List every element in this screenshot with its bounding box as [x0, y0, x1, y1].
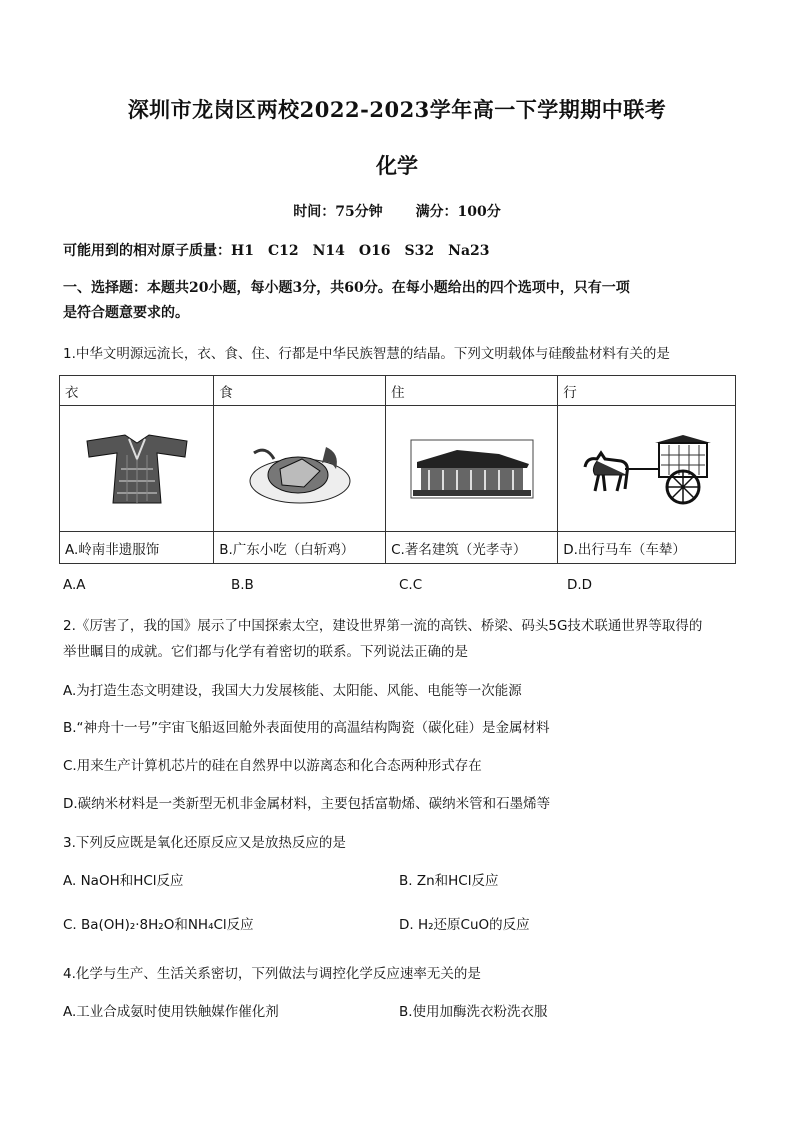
subject-title: 化学 [376, 153, 418, 178]
q2-option-c: C.用来生产计算机芯片的硅在自然界中以游离态和化合态两种形式存在 [63, 758, 482, 774]
header-cell-food: 食 [214, 376, 386, 406]
header-cell-travel: 行 [558, 376, 736, 406]
header-cell-housing: 住 [386, 376, 558, 406]
q4-option-b: B.使用加酶洗衣粉洗衣服 [399, 1004, 548, 1020]
robe-icon [77, 429, 197, 509]
caption-d: D.出行马车（车辇） [558, 532, 736, 564]
exam-title: 深圳市龙岗区两校2022-2023学年高一下学期期中联考 [127, 97, 667, 122]
q4-stem: 4.化学与生产、生活关系密切，下列做法与调控化学反应速率无关的是 [63, 966, 481, 982]
q2-stem-line1: 2.《厉害了，我的国》展示了中国探索太空，建设世界第一流的高铁、桥梁、码头5G技术联通世界等取得的 [63, 618, 703, 634]
q1-stem: 1.中华文明源远流长，衣、食、住、行都是中华民族智慧的结晶。下列文明载体与硅酸盐材料有关的是 [63, 346, 670, 362]
q1-option-a: A.A [63, 577, 86, 593]
caption-c: C.著名建筑（光孝寺） [386, 532, 558, 564]
q2-option-d: D.碳纳米材料是一类新型无机非金属材料，主要包括富勒烯、碳纳米管和石墨烯等 [63, 796, 551, 812]
q2-stem-line2: 举世瞩目的成就。它们都与化学有着密切的联系。下列说法正确的是 [63, 644, 468, 660]
q1-option-c: C.C [399, 577, 423, 593]
q3-option-b: B. Zn和HCl反应 [399, 873, 499, 889]
q2-option-a: A.为打造生态文明建设，我国大力发展核能、太阳能、风能、电能等一次能源 [63, 683, 522, 699]
q4-option-a: A.工业合成氨时使用铁触媒作催化剂 [63, 1004, 279, 1020]
q1-option-d: D.D [567, 577, 593, 593]
q3-option-d: D. H₂还原CuO的反应 [399, 917, 530, 933]
full-score: 满分：100分 [415, 204, 501, 220]
time-limit: 时间：75分钟 [293, 204, 383, 220]
q3-option-a: A. NaOH和HCl反应 [63, 873, 184, 889]
q3-stem: 3.下列反应既是氧化还原反应又是放热反应的是 [63, 835, 346, 851]
caption-b: B.广东小吃（白斩鸡） [214, 532, 386, 564]
q3-option-c: C. Ba(OH)₂·8H₂O和NH₄Cl反应 [63, 917, 254, 933]
q1-option-b: B.B [231, 577, 254, 593]
caption-a: A.岭南非遗服饰 [60, 532, 214, 564]
section-heading-line1: 一、选择题：本题共20小题，每小题3分，共60分。在每小题给出的四个选项中，只有一项 [63, 280, 630, 296]
q2-option-b: B.“神舟十一号”宇宙飞船返回舱外表面使用的高温结构陶瓷（碳化硅）是金属材料 [63, 720, 550, 736]
temple-icon [407, 434, 537, 504]
section-heading-line2: 是符合题意要求的。 [63, 305, 189, 321]
header-cell-clothing: 衣 [60, 376, 214, 406]
q1-table [59, 375, 736, 564]
atomic-masses: 可能用到的相对原子质量：H1 C12 N14 O16 S32 Na23 [63, 243, 490, 259]
exam-meta [0, 201, 794, 221]
chicken-dish-icon [240, 429, 360, 509]
horse-carriage-icon [577, 429, 717, 509]
